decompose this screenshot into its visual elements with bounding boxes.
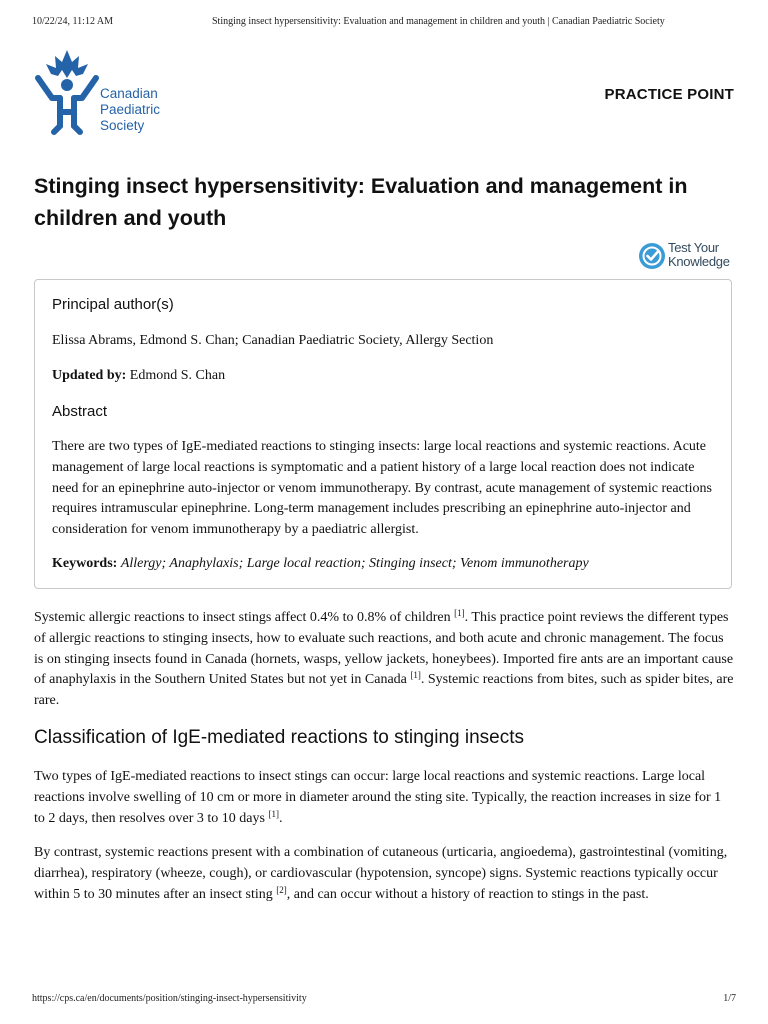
print-doc-title: Stinging insect hypersensitivity: Evaluation and management in children and youth | Canadian Paediatric Society [212,16,665,27]
abstract-text: There are two types of IgE-mediated reactions to stinging insects: large local reactions and systemic reactions. Acute management of large local reactions is symptomatic and a patient history of a large local reaction does not indicate need for an epinephrine auto-injector or venom immunotherapy. By contrast, acute management of systemic reactions requires intramuscular epinephrine. Long-term management includes prescribing an epinephrine auto-injector and consideration for venom immunotherapy by a paediatric allergist. [52,439,712,538]
section-heading: Classification of IgE-mediated reactions to stinging insects [34,727,525,748]
updated-by-label: Updated by: [52,368,127,383]
page-title: Stinging insect hypersensitivity: Evaluation and management in children and youth [34,174,688,230]
maple-leaf-child-icon [32,48,102,138]
keywords [52,554,717,575]
test-your-knowledge-label: Test Your Knowledge [668,240,730,269]
intro-paragraph: Systemic allergic reactions to insect stings affect 0.4% to 0.8% of children [1]. This practice point reviews the different types of allergic reactions to stinging insects, how to evaluate such reactions, and both acute and chronic management. The focus is on stinging insects found in Canada (hornets, wasps, yellow jackets, honeybees). Imported fire ants are an important cause of anaphylaxis in the Southern United States but not yet in Canada [1]. Systemic reactions from bites, such as spider bites, are rare. [34,608,734,709]
authors-heading: Principal author(s) [52,296,174,313]
updated-by-value: Edmond S. Chan [129,368,226,383]
classification-paragraph-2: By contrast, systemic reactions present with a combination of cutaneous (urticaria, angioedema), gastrointestinal (vomiting, diarrhea), respiratory (wheeze, cough), or cardiovascular (hypotension, syncope) signs. Systemic reactions typically occur within 5 to 30 minutes after an insect sting [2], and can occur without a history of reaction to stings in the past. [34,845,728,902]
keywords-value: Allergy; Anaphylaxis; Large local reaction; Stinging insect; Venom immunotherapy [120,556,589,571]
abstract-heading: Abstract [52,403,108,420]
cps-logo[interactable] [32,48,177,138]
reference-link[interactable]: [1] [410,670,421,681]
document-type-label: PRACTICE POINT [604,86,734,103]
print-url[interactable]: https://cps.ca/en/documents/position/stinging-insect-hypersensitivity [32,993,307,1004]
reference-link[interactable]: [1] [454,608,465,618]
print-date: 10/22/24, 11:12 AM [32,16,114,27]
reference-link[interactable]: [2] [276,884,287,895]
reference-link[interactable]: [1] [268,808,279,819]
keywords-label: Keywords: [52,556,118,571]
classification-paragraph-1: Two types of IgE-mediated reactions to insect stings can occur: large local reactions and systemic reactions. Large local reactions involve swelling of 10 cm or more in diameter around the sting site. Typically, the reaction increases in size for 1 to 2 days, then resolves over 3 to 10 days [1]. [34,769,722,826]
authors-list: Elissa Abrams, Edmond S. Chan; Canadian Paediatric Society, Allergy Section [52,333,494,348]
check-badge-icon [638,242,666,270]
article-info-box [34,279,732,589]
org-name: Canadian Paediatric Society [100,86,161,133]
page-number: 1/7 [723,993,736,1004]
updated-by [52,366,717,387]
test-your-knowledge-link[interactable] [638,240,738,272]
